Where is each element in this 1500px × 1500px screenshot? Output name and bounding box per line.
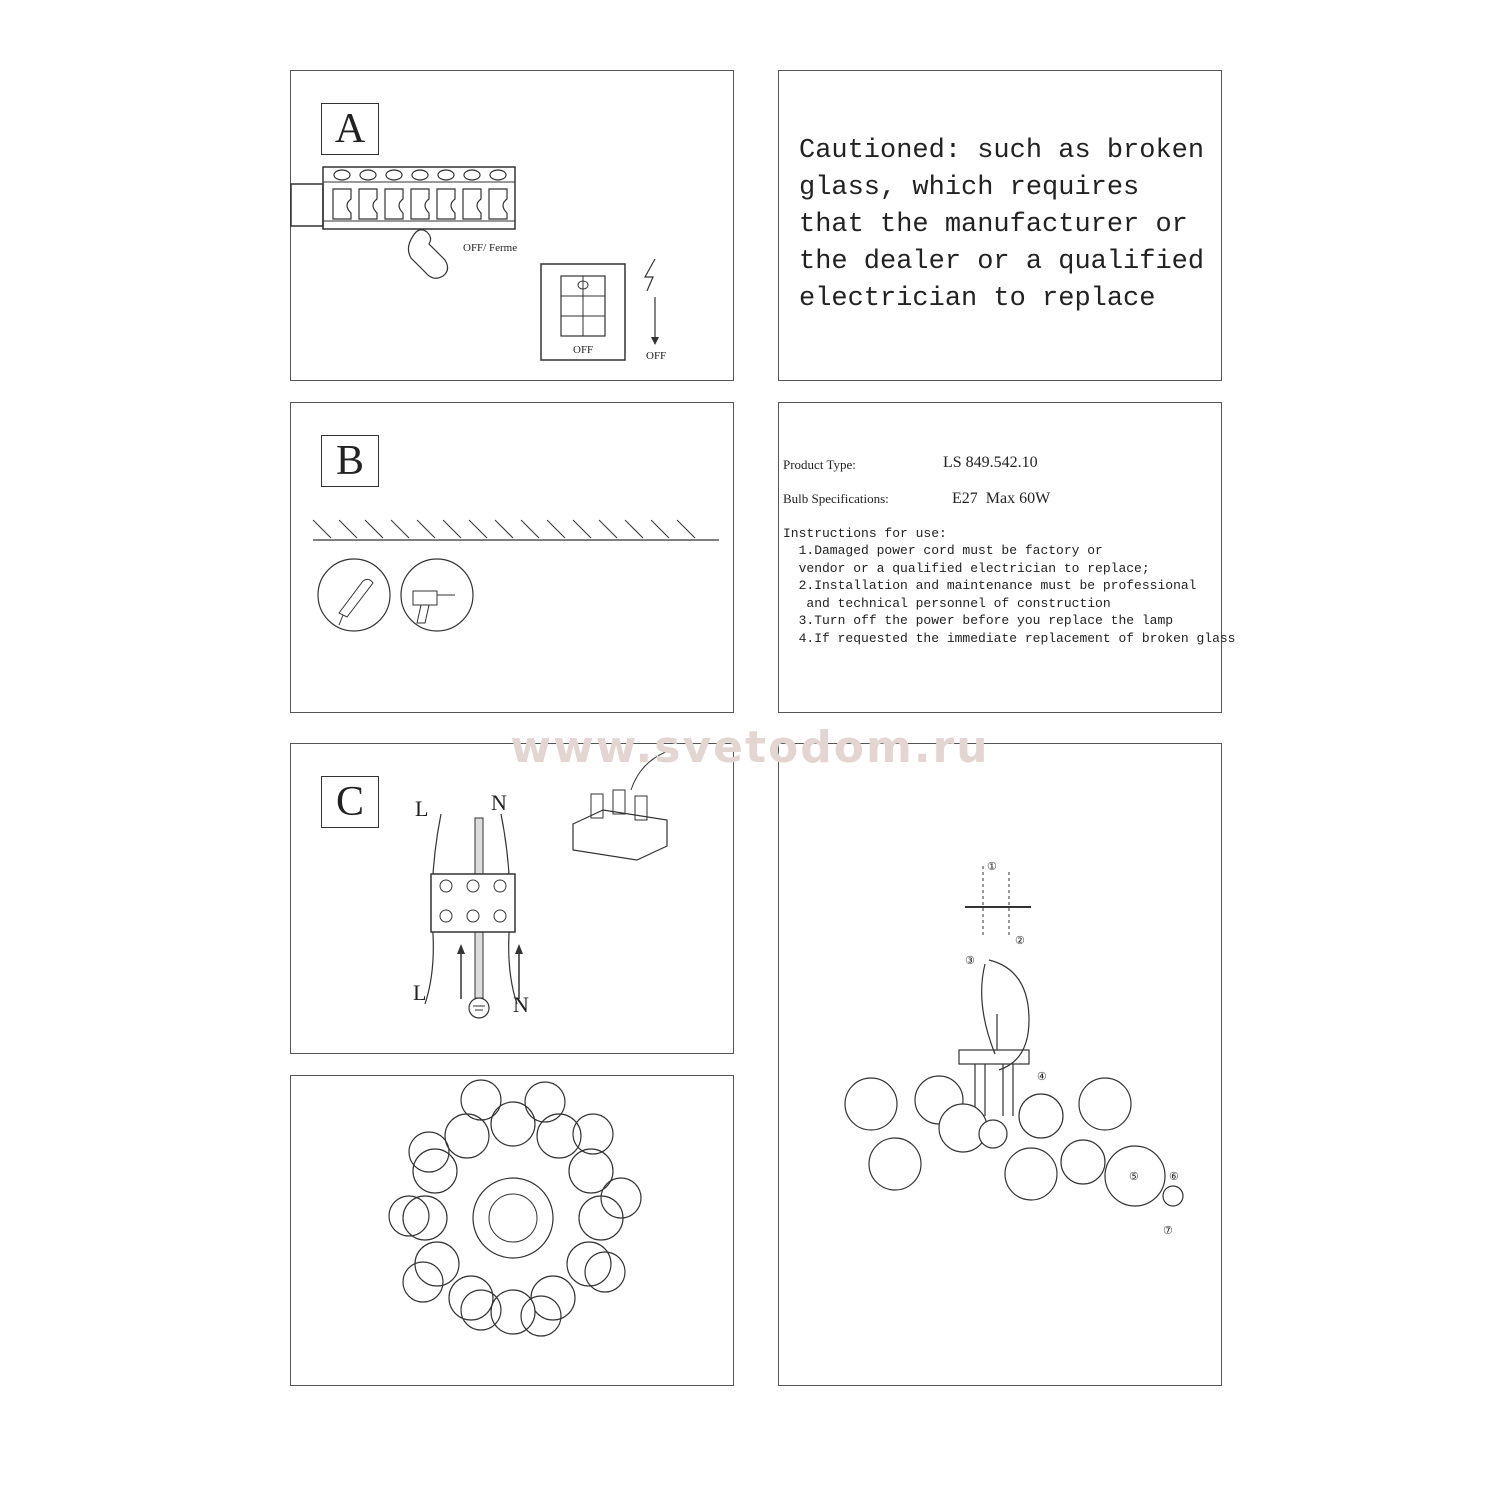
arrow-off-label: OFF (646, 350, 667, 362)
ceiling-hatching (313, 520, 695, 538)
panel-c-letter: C (321, 776, 379, 828)
specs-panel (778, 402, 1236, 713)
arrow-up-icon (515, 944, 523, 954)
assembly-panel (778, 743, 1222, 1386)
terminal-block (431, 874, 515, 932)
ceiling-drill-illustration (291, 403, 735, 714)
top-view-panel (290, 1075, 734, 1386)
step-6-label: ⑥ (1169, 1171, 1179, 1183)
instruction-line: 2.Installation and maintenance must be professional (783, 578, 1197, 593)
bulb-spec-value: E27 Max 60W (952, 490, 1051, 507)
watermark: www.svetodom.ru (510, 722, 990, 773)
wire-n-bottom-label: N (513, 992, 529, 1017)
wire-l-top-label: L (415, 796, 429, 821)
step-4-label: ④ (1037, 1071, 1047, 1083)
ground-icon (469, 998, 489, 1018)
instructions-title: Instructions for use: (783, 526, 947, 541)
wiring-diagram (291, 744, 735, 1055)
panel-b (290, 402, 734, 713)
step-3-label: ③ (965, 955, 975, 967)
breaker-modules (333, 170, 507, 219)
wire-l-bottom-label: L (413, 980, 427, 1005)
shade-ring (403, 1102, 623, 1334)
pencil-mark-icon (318, 559, 390, 631)
caution-text: Cautioned: such as broken glass, which requires that the manufacturer or the dealer or a qualified electrician to replace (799, 136, 1205, 314)
terminal-sketch (573, 810, 667, 860)
chandelier-shades (845, 1076, 1131, 1200)
breaker-illustration (291, 71, 735, 382)
chandelier-top-view (291, 1076, 735, 1387)
panel-c (290, 743, 734, 1054)
lightning-icon (645, 259, 655, 291)
panel-b-letter: B (321, 435, 379, 487)
step-7-label: ⑦ (1163, 1225, 1173, 1237)
instruction-line: and technical personnel of construction (783, 596, 1111, 611)
instruction-line: 4.If requested the immediate replacement of broken glass (783, 631, 1236, 646)
canopy-ring (473, 1178, 553, 1258)
instruction-line: vendor or a qualified electrician to replace; (783, 561, 1150, 576)
bulb-icon (1163, 1186, 1183, 1206)
hand-icon (408, 230, 447, 279)
step-2-label: ② (1015, 935, 1025, 947)
switch-off-label: OFF (573, 344, 594, 356)
breaker-off-label: OFF/ Ferme (463, 242, 518, 254)
caution-panel (778, 70, 1222, 381)
assembly-diagram (779, 744, 1223, 1387)
step-5-label: ⑤ (1129, 1171, 1139, 1183)
product-type-value: LS 849.542.10 (943, 454, 1038, 471)
wire-n-top-label: N (491, 790, 507, 815)
arrow-up-icon (457, 944, 465, 954)
panel-a (290, 70, 734, 381)
step-1-label: ① (987, 861, 997, 873)
arrow-down-icon (651, 337, 659, 345)
panel-a-letter: A (321, 103, 379, 155)
bulb-spec-label: Bulb Specifications: (783, 491, 889, 506)
product-type-label: Product Type: (783, 457, 856, 472)
instruction-line: 3.Turn off the power before you replace the lamp (783, 613, 1174, 628)
instruction-line: 1.Damaged power cord must be factory or (783, 543, 1103, 558)
